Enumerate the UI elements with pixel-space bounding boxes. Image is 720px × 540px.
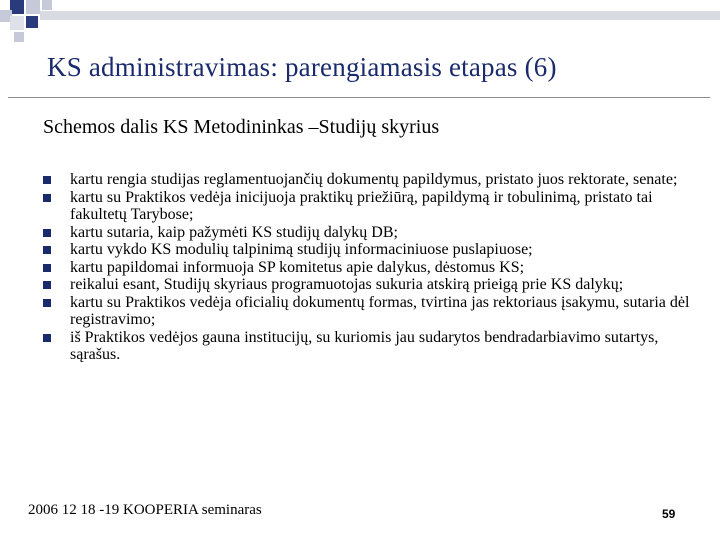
bullet-item: iš Praktikos vedėjos gauna institucijų, su kuriomis jau sudarytos bendradarbiavimo sutartys, sąrašus. [43,329,693,364]
square-bullet-icon [43,264,51,272]
square-bullet-icon [43,299,51,307]
bullet-item: kartu papildomai informuoja SP komitetus apie dalykus, dėstomus KS; [43,259,693,277]
title-divider [8,97,710,98]
bullet-item: kartu vykdo KS modulių talpinimą studijų informaciniuose puslapiuose; [43,241,693,259]
bullet-item: kartu su Praktikos vedėja oficialių dokumentų formas, tvirtina jas rektoriaus įsakymu, sutaria dėl registravimo; [43,294,693,329]
square-bullet-icon [43,176,51,184]
title-bar-rule [40,11,720,20]
bullet-item: kartu sutaria, kaip pažymėti KS studijų dalykų DB; [43,224,693,242]
bullet-item: reikalui esant, Studijų skyriaus programuotojas sukuria atskirą prieigą prie KS dalykų; [43,276,693,294]
square-bullet-icon [43,229,51,237]
square-bullet-icon [43,334,51,342]
slide-subtitle: Schemos dalis KS Metodininkas –Studijų skyrius [43,116,440,138]
page-number: 59 [662,507,676,521]
bullet-item: kartu su Praktikos vedėja inicijuoja praktikų priežiūrą, papildymą ir tobulinimą, pristato tai fakultetų Tarybose; [43,189,693,224]
square-bullet-icon [43,281,51,289]
square-bullet-icon [43,194,51,202]
square-bullet-icon [43,246,51,254]
slide-title: KS administravimas: parengiamasis etapas (6) [47,52,557,82]
bullet-item: kartu rengia studijas reglamentuojančių dokumentų papildymus, pristato juos rektorate, senate; [43,171,693,189]
footer-text: 2006 12 18 -19 KOOPERIA seminaras [28,502,262,518]
bullet-list [43,171,693,364]
